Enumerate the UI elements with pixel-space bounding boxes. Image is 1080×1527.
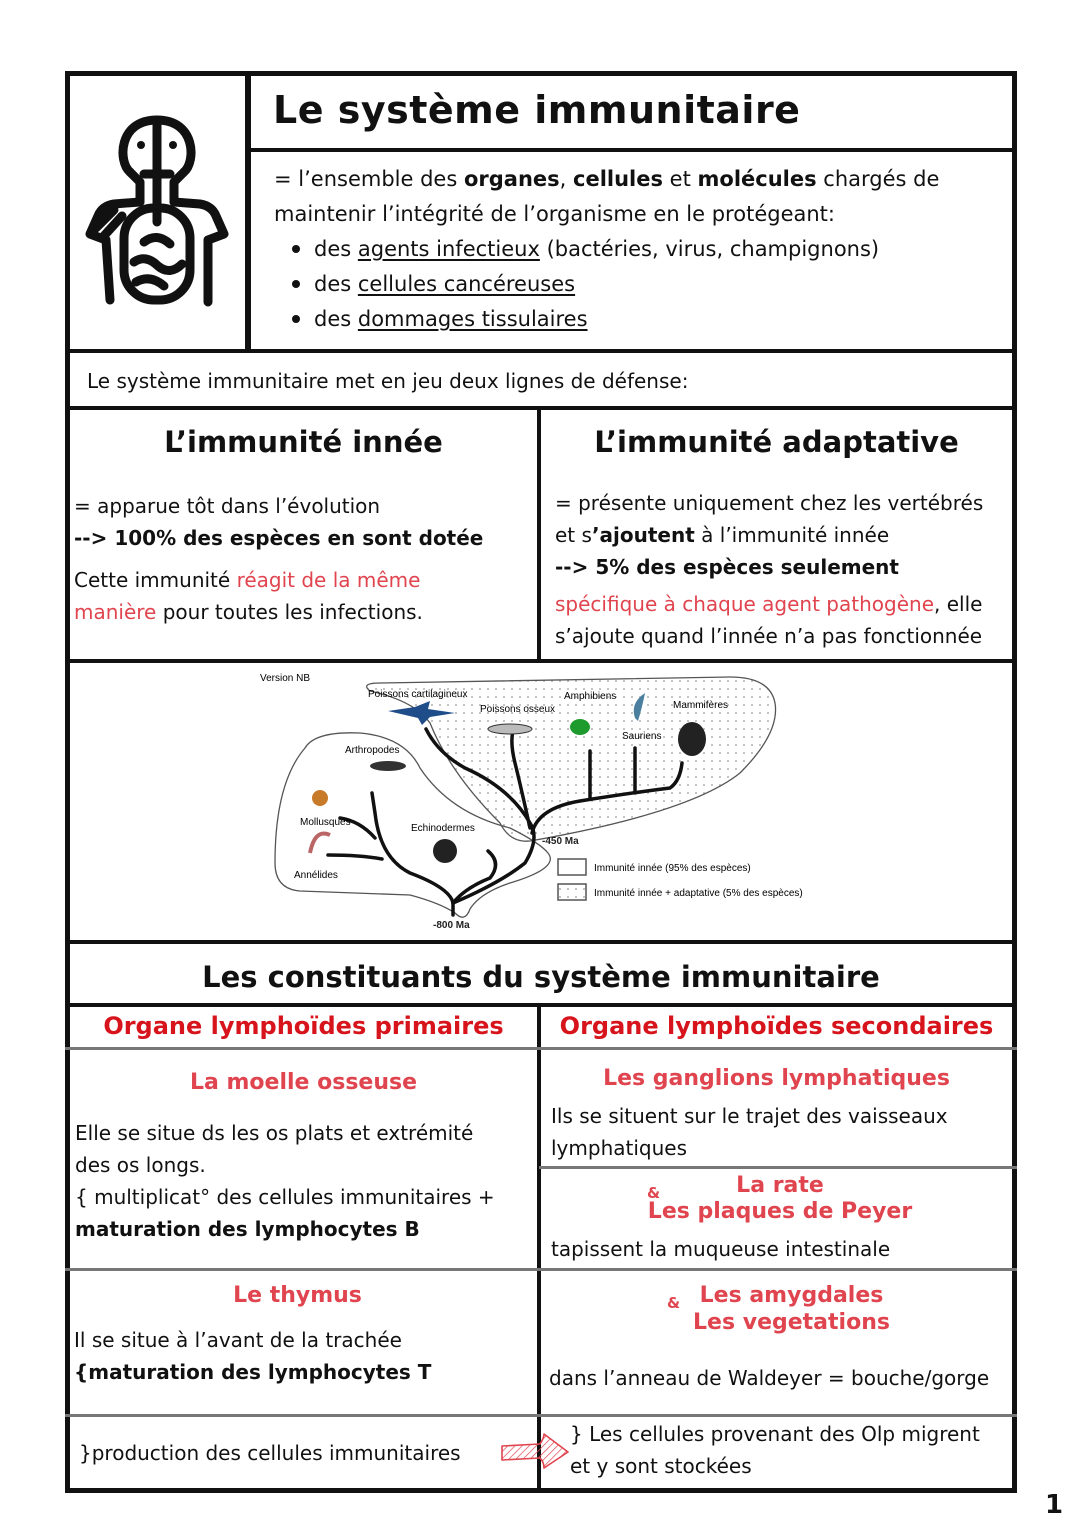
- tonsils-title: Les amygdales: [699, 1283, 884, 1308]
- svg-text:Immunité innée (95% des espèce: Immunité innée (95% des espèces): [594, 863, 751, 874]
- adaptive-body: = présente uniquement chez les vertébrés et s’ajoutent à l’immunité innée --> 5% des espèces seulement spécifique à chaque agent pathogène, elle s’ajoute quand l’innée n’a pas fonctionnée: [555, 491, 984, 648]
- bone-marrow-title: La moelle osseuse: [189, 1070, 418, 1095]
- title-divider: [245, 148, 1017, 152]
- thymus-body: Il se situe à l’avant de la trachée {maturation des lymphocytes T: [74, 1328, 432, 1384]
- intro-line: Le système immunitaire met en jeu deux lignes de défense:: [87, 369, 689, 393]
- adenoids-title: Les vegetations: [693, 1310, 890, 1335]
- header-bottom: [65, 349, 1017, 353]
- svg-text:-800 Ma: -800 Ma: [433, 920, 470, 931]
- definition-line-1: = l’ensemble des organes, cellules et molécules chargés de: [274, 167, 940, 191]
- tonsils-body: dans l’anneau de Waldeyer = bouche/gorge: [549, 1366, 990, 1390]
- svg-text:Mammifères: Mammifères: [673, 700, 729, 711]
- migration-arrow-icon: [500, 1432, 572, 1472]
- spleen-body: tapissent la muqueuse intestinale: [551, 1237, 891, 1261]
- page-number: 1: [1045, 1490, 1064, 1520]
- row1-right-bottom: [539, 1166, 1017, 1169]
- phylogeny-diagram: [70, 663, 1012, 940]
- lymph-nodes-body: Ils se situent sur le trajet des vaisseaux lymphatiques: [551, 1104, 948, 1160]
- row1-left-bottom: [65, 1268, 539, 1271]
- svg-text:Amphibiens: Amphibiens: [564, 691, 617, 702]
- svg-text:Annélides: Annélides: [294, 870, 338, 881]
- innate-title: L’immunité innée: [164, 425, 443, 459]
- bone-marrow-body: Elle se situe ds les os plats et extrémité des os longs. { multiplicat° des cellules immunitaires + maturation des lymphocytes B: [75, 1121, 495, 1241]
- svg-text:Arthropodes: Arthropodes: [345, 745, 400, 756]
- diagram-bottom: [65, 940, 1017, 944]
- organs-header-bottom: [65, 1047, 1017, 1050]
- bullet-icon: [292, 315, 300, 323]
- bullet-item: des agents infectieux (bactéries, virus, champignons): [274, 232, 1009, 267]
- row3-bottom: [65, 1414, 1017, 1417]
- definition-line-2: maintenir l’intégrité de l’organisme en le protégeant:: [274, 202, 835, 226]
- innate-body: = apparue tôt dans l’évolution --> 100% des espèces en sont dotée Cette immunité réagit de la même manière pour toutes les infections.: [74, 494, 484, 624]
- row2-right-bottom: [539, 1268, 1017, 1271]
- ampersand-icon: &: [667, 1294, 681, 1312]
- frame-right: [1012, 71, 1017, 1493]
- icon-divider: [245, 71, 251, 353]
- svg-text:Immunité innée + adaptative (5: Immunité innée + adaptative (5% des espèces): [594, 888, 803, 899]
- svg-text:Poissons cartilagineux: Poissons cartilagineux: [368, 689, 468, 700]
- secondary-organs-header: Organe lymphoïdes secondaires: [559, 1012, 994, 1040]
- peyer-patches-title: Les plaques de Peyer: [647, 1199, 913, 1224]
- ampersand-icon: &: [647, 1184, 661, 1202]
- page-title: Le système immunitaire: [273, 88, 801, 132]
- spleen-title: La rate: [736, 1173, 824, 1198]
- thymus-title: Le thymus: [233, 1283, 362, 1308]
- bullet-icon: [292, 280, 300, 288]
- primary-footer: }production des cellules immunitaires: [79, 1441, 461, 1465]
- svg-text:Version NB: Version NB: [260, 673, 311, 684]
- constituents-title: Les constituants du système immunitaire: [202, 960, 880, 994]
- human-anatomy-icon: [84, 112, 230, 308]
- primary-organs-header: Organe lymphoïdes primaires: [103, 1012, 504, 1040]
- lymph-nodes-title: Les ganglions lymphatiques: [603, 1066, 950, 1091]
- bullet-item: des cellules cancéreuses: [274, 267, 1009, 302]
- frame-top: [65, 71, 1017, 76]
- svg-text:Poissons osseux: Poissons osseux: [480, 704, 556, 715]
- secondary-footer: } Les cellules provenant des Olp migrent et y sont stockées: [570, 1422, 980, 1478]
- bullet-icon: [292, 245, 300, 253]
- frame-bottom: [65, 1488, 1017, 1493]
- definition: [274, 162, 1009, 337]
- svg-text:-450 Ma: -450 Ma: [542, 836, 579, 847]
- svg-text:Sauriens: Sauriens: [622, 731, 662, 742]
- bullet-item: des dommages tissulaires: [274, 302, 1009, 337]
- constituents-title-bottom: [65, 1003, 1017, 1007]
- svg-text:Mollusques: Mollusques: [300, 817, 351, 828]
- svg-text:Echinodermes: Echinodermes: [411, 823, 475, 834]
- adaptive-title: L’immunité adaptative: [594, 425, 959, 459]
- intro-bottom: [65, 406, 1017, 410]
